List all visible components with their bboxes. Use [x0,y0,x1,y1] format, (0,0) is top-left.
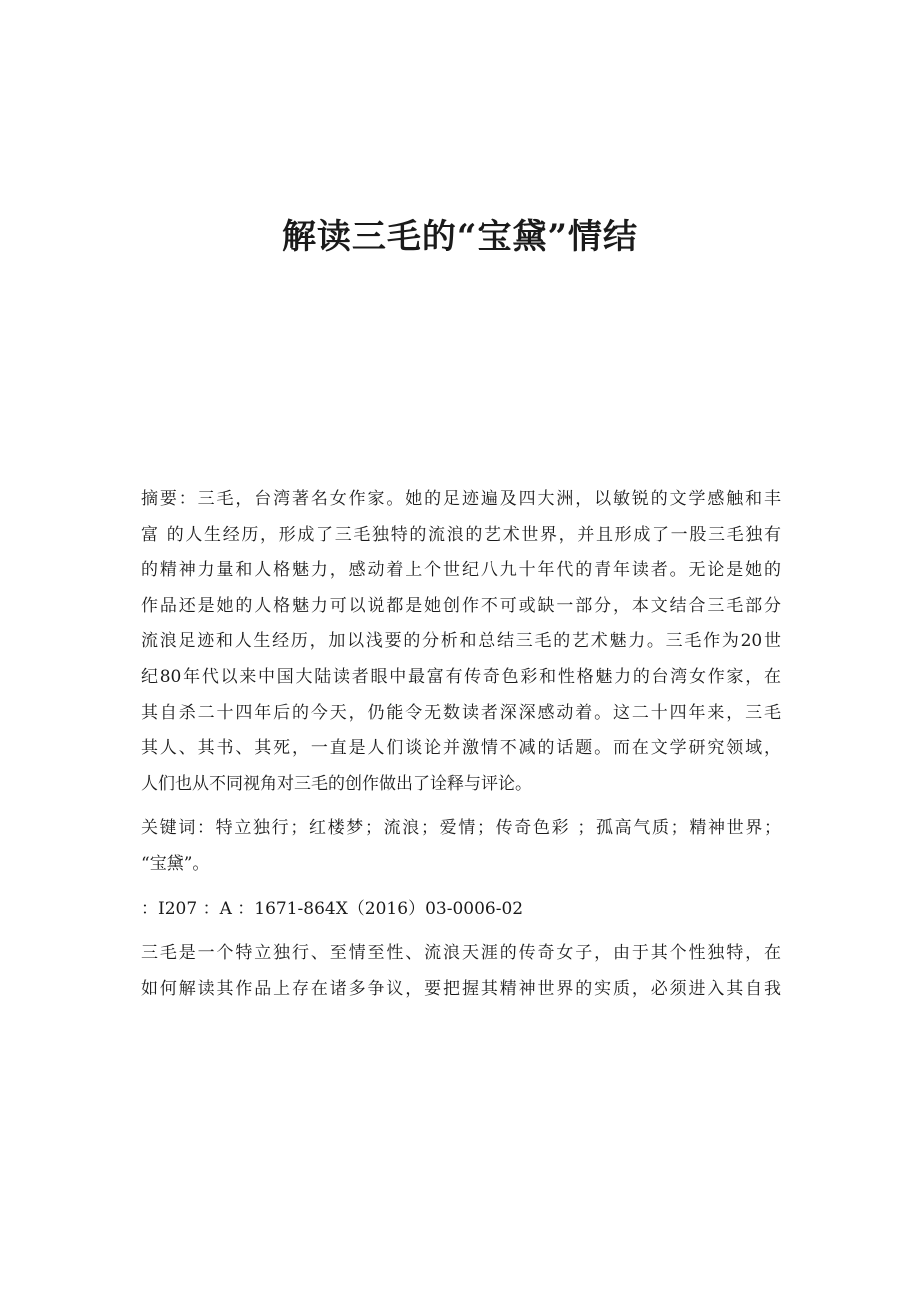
keywords-line: “宝黛”。 [141,853,210,874]
paper-title: 解读三毛的“宝黛”情结 [281,217,639,257]
classification-line: ：I207 ：A ：1671-864X（2016）03-0006-02 [141,898,524,919]
abstract-line: 摘要：三毛，台湾著名女作家。她的足迹遍及四大洲，以敏锐的文学感触和丰 [141,489,781,509]
abstract-paragraph [141,482,781,802]
paper-body [141,482,781,1007]
intro-paragraph [141,936,781,1007]
intro-line: 如何解读其作品上存在诸多争议，要把握其精神世界的实质，必须进入其自我 [141,978,781,999]
abstract-line: 作品还是她的人格魅力可以说都是她创作不可或缺一部分，本文结合三毛部分 [141,595,781,616]
keywords-paragraph [141,811,781,882]
abstract-line: 其人、其书、其死，一直是人们谈论并激情不减的话题。而在文学研究领域， [141,738,781,759]
abstract-line: 人们也从不同视角对三毛的创作做出了诠释与评论。 [141,773,532,794]
abstract-line: 的精神力量和人格魅力，感动着上个世纪八九十年代的青年读者。无论是她的 [141,560,781,581]
paragraph-gap [141,927,781,936]
keywords-line: 关键词：特立独行；红楼梦；流浪；爱情；传奇色彩 ；孤高气质；精神世界； [141,818,781,839]
abstract-line: 富 的人生经历，形成了三毛独特的流浪的艺术世界，并且形成了一股三毛独有 [141,524,781,545]
classification-paragraph [141,892,781,928]
intro-line: 三毛是一个特立独行、至情至性、流浪天涯的传奇女子，由于其个性独特，在 [141,943,781,964]
abstract-line: 纪80年代以来中国大陆读者眼中最富有传奇色彩和性格魅力的台湾女作家，在 [141,666,781,687]
abstract-line: 其自杀二十四年后的今天，仍能令无数读者深深感动着。这二十四年来，三毛 [141,702,781,723]
abstract-line: 流浪足迹和人生经历，加以浅要的分析和总结三毛的艺术魅力。三毛作为20世 [141,631,781,652]
paragraph-gap [141,883,781,892]
paragraph-gap [141,802,781,811]
